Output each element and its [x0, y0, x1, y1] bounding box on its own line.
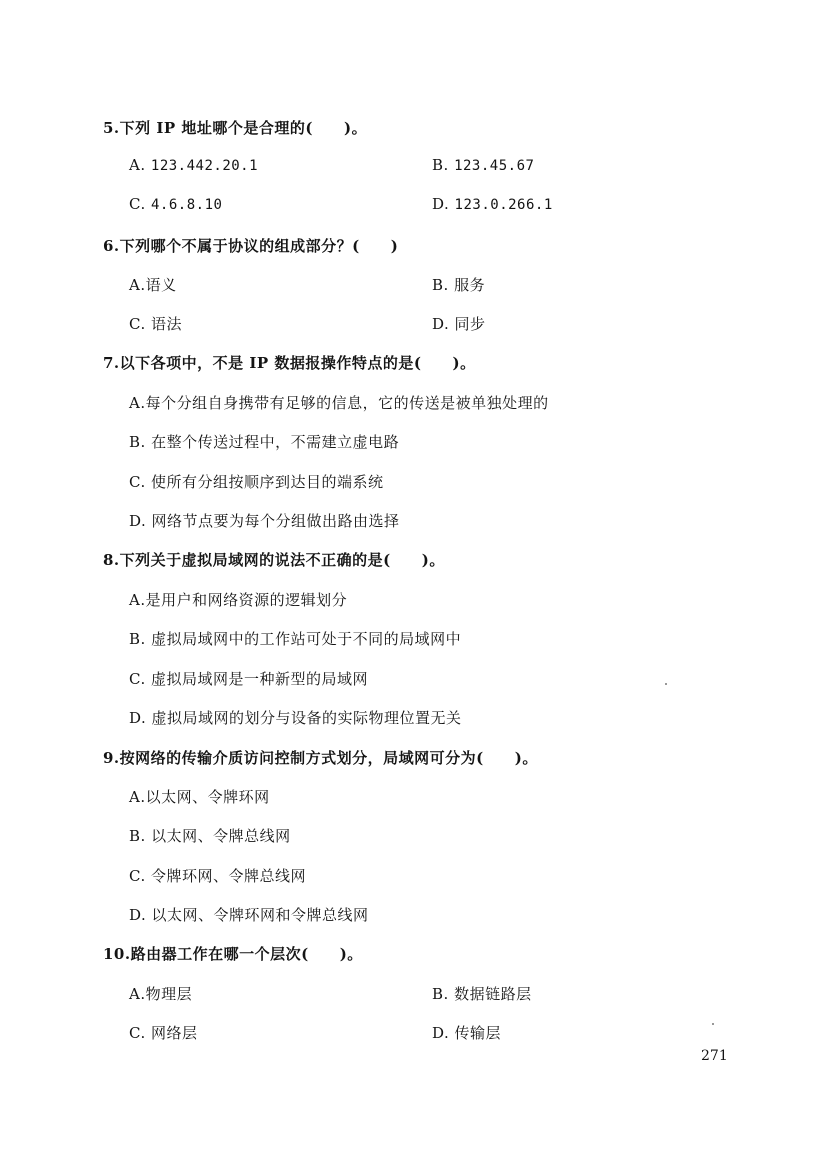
q8-option-b: B. 虚拟局域网中的工作站可处于不同的局域网中 [129, 630, 462, 648]
q5-option-a: A. 123.442.20.1 [129, 156, 259, 174]
question-6: 6.下列哪个不属于协议的组成部分？( ) [103, 237, 399, 255]
q7-option-c: C. 使所有分组按顺序到达目的端系统 [129, 473, 384, 491]
q10-option-d: D. 传输层 [432, 1024, 502, 1042]
q6-option-b: B. 服务 [432, 276, 486, 294]
question-9: 9.按网络的传输介质访问控制方式划分，局域网可分为( )。 [103, 749, 538, 767]
q9-option-c: C. 令牌环网、令牌总线网 [129, 867, 307, 885]
q8-option-a: A.是用户和网络资源的逻辑划分 [129, 591, 348, 609]
q7-option-d: D. 网络节点要为每个分组做出路由选择 [129, 512, 400, 530]
q9-option-b: B. 以太网、令牌总线网 [129, 827, 291, 845]
q6-option-a: A.语义 [129, 276, 177, 294]
q10-option-c: C. 网络层 [129, 1024, 198, 1042]
q9-option-d: D. 以太网、令牌环网和令牌总线网 [129, 906, 369, 924]
q5-option-c: C. 4.6.8.10 [129, 195, 223, 213]
q7-option-a: A.每个分组自身携带有足够的信息，它的传送是被单独处理的 [129, 394, 549, 412]
q10-option-a: A.物理层 [129, 985, 193, 1003]
q10-option-b: B. 数据链路层 [432, 985, 532, 1003]
q5-option-b: B. 123.45.67 [432, 156, 535, 174]
q6-option-c: C. 语法 [129, 315, 183, 333]
scan-speck [712, 1023, 714, 1025]
q5-option-d: D. 123.0.266.1 [432, 195, 553, 213]
q7-option-b: B. 在整个传送过程中，不需建立虚电路 [129, 433, 400, 451]
question-7: 7.以下各项中，不是 IP 数据报操作特点的是( )。 [103, 354, 476, 372]
question-10: 10.路由器工作在哪一个层次( )。 [103, 945, 363, 963]
q8-option-d: D. 虚拟局域网的划分与设备的实际物理位置无关 [129, 709, 462, 727]
page-number: 271 [701, 1048, 728, 1064]
question-5: 5.下列 IP 地址哪个是合理的( )。 [103, 119, 368, 137]
q9-option-a: A.以太网、令牌环网 [129, 788, 270, 806]
scan-speck [665, 683, 667, 685]
q8-option-c: C. 虚拟局域网是一种新型的局域网 [129, 670, 369, 688]
question-8: 8.下列关于虚拟局域网的说法不正确的是( )。 [103, 551, 445, 569]
q6-option-d: D. 同步 [432, 315, 486, 333]
